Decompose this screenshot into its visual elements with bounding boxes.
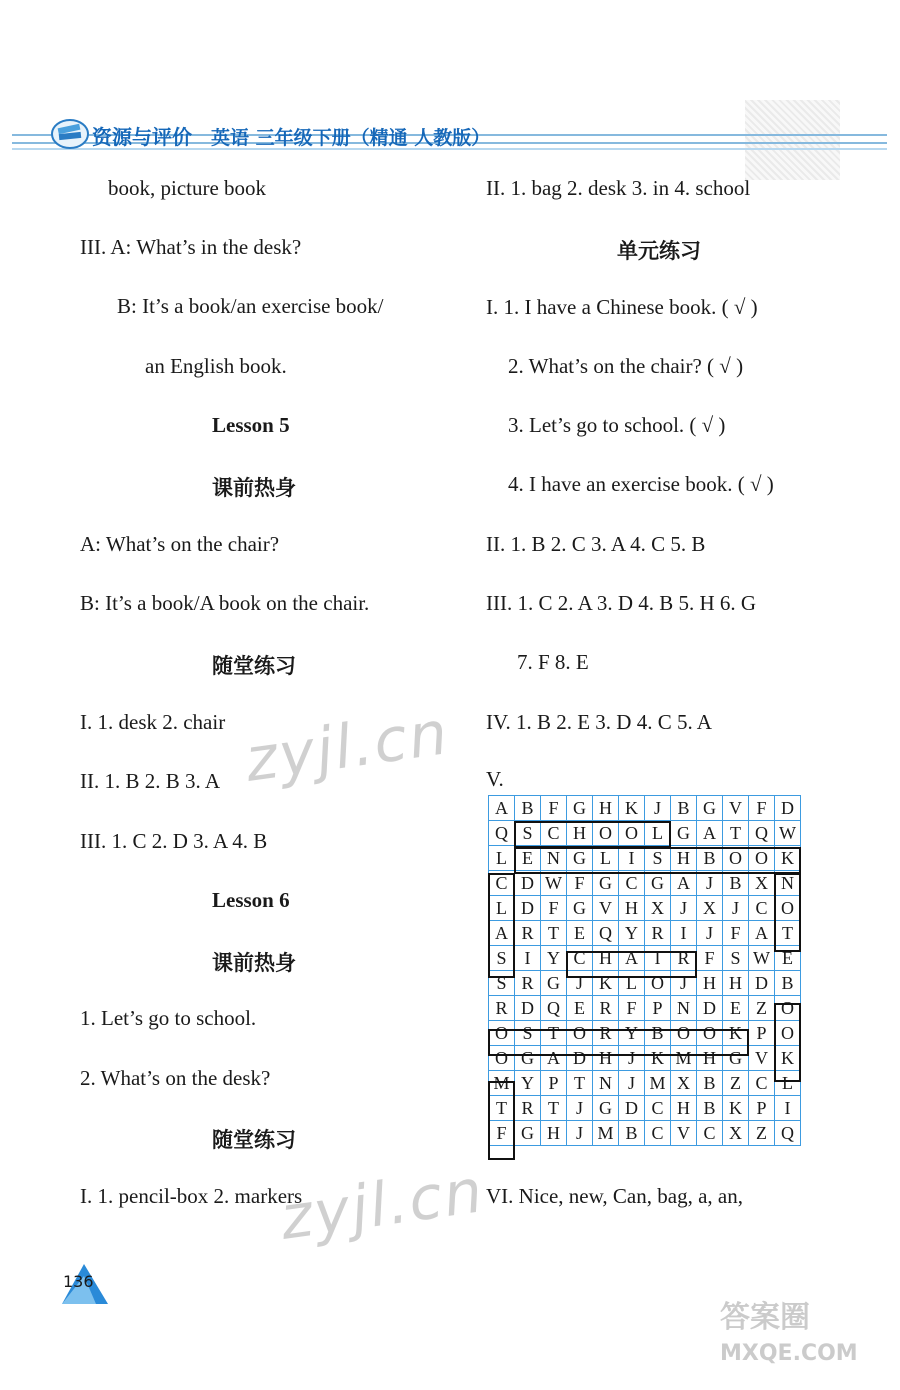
- grid-cell: G: [593, 1096, 619, 1121]
- grid-cell: C: [489, 871, 515, 896]
- grid-cell: B: [723, 871, 749, 896]
- right-line-10: IV. 1. B 2. E 3. D 4. C 5. A: [486, 710, 712, 734]
- grid-cell: V: [671, 1121, 697, 1146]
- grid-cell: E: [567, 921, 593, 946]
- grid-cell: H: [697, 971, 723, 996]
- grid-cell: D: [515, 871, 541, 896]
- grid-cell: K: [619, 796, 645, 821]
- left-line-1: book, picture book: [108, 176, 267, 200]
- grid-cell: S: [645, 846, 671, 871]
- right-line-3: I. 1. I have a Chinese book. ( √ ): [486, 295, 758, 319]
- grid-cell: X: [749, 871, 775, 896]
- grid-cell: C: [749, 896, 775, 921]
- grid-cell: J: [567, 1096, 593, 1121]
- grid-cell: C: [541, 821, 567, 846]
- grid-cell: V: [593, 896, 619, 921]
- grid-cell: C: [619, 871, 645, 896]
- grid-cell: A: [541, 1046, 567, 1071]
- grid-cell: T: [541, 1096, 567, 1121]
- grid-cell: D: [749, 971, 775, 996]
- grid-cell: C: [645, 1096, 671, 1121]
- book-stack-icon: [50, 112, 90, 152]
- grid-cell: A: [489, 921, 515, 946]
- page-number-badge: [60, 1262, 110, 1311]
- grid-cell: H: [541, 1121, 567, 1146]
- grid-cell: B: [697, 846, 723, 871]
- grid-cell: K: [645, 1046, 671, 1071]
- grid-cell: T: [723, 821, 749, 846]
- grid-cell: Y: [619, 1021, 645, 1046]
- grid-cell: E: [515, 846, 541, 871]
- grid-cell: L: [593, 846, 619, 871]
- grid-cell: H: [593, 796, 619, 821]
- grid-cell: X: [697, 896, 723, 921]
- right-line-7: II. 1. B 2. C 3. A 4. C 5. B: [486, 532, 706, 556]
- grid-cell: R: [593, 996, 619, 1021]
- grid-cell: L: [775, 1071, 801, 1096]
- corner-watermark: [720, 1300, 858, 1372]
- right-line-9: 7. F 8. E: [517, 650, 589, 674]
- grid-row: [489, 896, 801, 921]
- grid-cell: W: [775, 821, 801, 846]
- grid-cell: A: [749, 921, 775, 946]
- grid-row: [489, 871, 801, 896]
- grid-cell: Y: [541, 946, 567, 971]
- grid-cell: O: [749, 846, 775, 871]
- warmup-heading-1: 课前热身: [212, 476, 296, 500]
- grid-cell: M: [489, 1071, 515, 1096]
- grid-cell: M: [671, 1046, 697, 1071]
- grid-cell: G: [671, 821, 697, 846]
- grid-cell: J: [671, 971, 697, 996]
- grid-cell: N: [671, 996, 697, 1021]
- right-line-5: 3. Let’s go to school. ( √ ): [508, 413, 726, 437]
- grid-cell: Q: [775, 1121, 801, 1146]
- grid-cell: D: [515, 996, 541, 1021]
- right-line-12: VI. Nice, new, Can, bag, a, an,: [486, 1184, 743, 1208]
- grid-cell: N: [593, 1071, 619, 1096]
- grid-cell: H: [593, 1046, 619, 1071]
- grid-cell: S: [515, 821, 541, 846]
- grid-cell: R: [489, 996, 515, 1021]
- grid-cell: N: [541, 846, 567, 871]
- grid-cell: F: [619, 996, 645, 1021]
- grid-cell: D: [515, 896, 541, 921]
- grid-cell: K: [775, 1046, 801, 1071]
- grid-cell: D: [775, 796, 801, 821]
- grid-cell: G: [645, 871, 671, 896]
- grid-cell: L: [645, 821, 671, 846]
- grid-cell: B: [697, 1096, 723, 1121]
- grid-cell: Z: [723, 1071, 749, 1096]
- grid-cell: J: [723, 896, 749, 921]
- grid-cell: I: [775, 1096, 801, 1121]
- left-line-18: I. 1. pencil-box 2. markers: [80, 1184, 303, 1208]
- grid-cell: F: [697, 946, 723, 971]
- grid-cell: G: [567, 896, 593, 921]
- grid-cell: M: [645, 1071, 671, 1096]
- grid-cell: E: [775, 946, 801, 971]
- grid-cell: O: [775, 996, 801, 1021]
- left-line-15: 1. Let’s go to school.: [80, 1006, 257, 1030]
- grid-cell: P: [645, 996, 671, 1021]
- grid-cell: K: [723, 1096, 749, 1121]
- grid-cell: R: [645, 921, 671, 946]
- grid-cell: Y: [619, 921, 645, 946]
- grid-cell: A: [671, 871, 697, 896]
- grid-cell: S: [723, 946, 749, 971]
- lesson-6-heading: Lesson 6: [212, 888, 290, 912]
- word-highlight-box: [774, 873, 801, 952]
- grid-cell: I: [515, 946, 541, 971]
- grid-cell: I: [645, 946, 671, 971]
- grid-cell: O: [489, 1021, 515, 1046]
- grid-cell: D: [567, 1046, 593, 1071]
- grid-cell: R: [515, 921, 541, 946]
- grid-cell: Q: [541, 996, 567, 1021]
- left-line-3: B: It’s a book/an exercise book/: [117, 294, 384, 318]
- watermark-2: zyjl.cn: [276, 1156, 489, 1254]
- grid-cell: B: [671, 796, 697, 821]
- grid-cell: F: [567, 871, 593, 896]
- left-line-2: III. A: What’s in the desk?: [80, 235, 302, 259]
- grid-cell: G: [567, 796, 593, 821]
- grid-cell: T: [567, 1071, 593, 1096]
- watermark-1: zyjl.cn: [241, 698, 454, 796]
- grid-cell: I: [619, 846, 645, 871]
- grid-cell: O: [645, 971, 671, 996]
- grid-cell: C: [749, 1071, 775, 1096]
- grid-cell: M: [593, 1121, 619, 1146]
- book-subtitle: 英语 三年级下册（精通 人教版）: [210, 127, 491, 149]
- grid-cell: H: [697, 1046, 723, 1071]
- grid-cell: Z: [749, 996, 775, 1021]
- grid-cell: K: [775, 846, 801, 871]
- grid-cell: J: [645, 796, 671, 821]
- grid-cell: P: [541, 1071, 567, 1096]
- right-line-11: V.: [486, 767, 504, 791]
- grid-cell: J: [697, 871, 723, 896]
- grid-cell: Z: [749, 1121, 775, 1146]
- left-line-10: I. 1. desk 2. chair: [80, 710, 226, 734]
- grid-cell: G: [515, 1121, 541, 1146]
- grid-cell: F: [749, 796, 775, 821]
- grid-cell: X: [723, 1121, 749, 1146]
- right-line-4: 2. What’s on the chair? ( √ ): [508, 354, 744, 378]
- right-line-8: III. 1. C 2. A 3. D 4. B 5. H 6. G: [486, 591, 757, 615]
- grid-cell: F: [541, 796, 567, 821]
- grid-cell: W: [749, 946, 775, 971]
- grid-cell: S: [489, 946, 515, 971]
- grid-cell: F: [541, 896, 567, 921]
- word-highlight-box: [514, 821, 671, 848]
- grid-cell: S: [515, 1021, 541, 1046]
- word-highlight-box: [514, 847, 801, 874]
- grid-cell: G: [541, 971, 567, 996]
- grid-cell: D: [697, 996, 723, 1021]
- practice-heading-2: 随堂练习: [212, 1128, 296, 1152]
- grid-cell: O: [697, 1021, 723, 1046]
- grid-cell: Q: [593, 921, 619, 946]
- practice-heading-1: 随堂练习: [212, 654, 296, 678]
- grid-cell: O: [593, 821, 619, 846]
- word-highlight-box: [566, 951, 697, 978]
- grid-cell: C: [645, 1121, 671, 1146]
- left-line-8: B: It’s a book/A book on the chair.: [80, 591, 370, 615]
- grid-cell: T: [541, 1021, 567, 1046]
- grid-cell: N: [775, 871, 801, 896]
- unit-practice-heading: 单元练习: [617, 239, 701, 263]
- grid-cell: B: [515, 796, 541, 821]
- grid-cell: S: [489, 971, 515, 996]
- grid-row: [489, 796, 801, 821]
- grid-cell: B: [775, 971, 801, 996]
- grid-cell: X: [671, 1071, 697, 1096]
- grid-cell: O: [775, 896, 801, 921]
- grid-cell: J: [619, 1071, 645, 1096]
- grid-cell: K: [723, 1021, 749, 1046]
- grid-cell: R: [671, 946, 697, 971]
- header-title: [92, 121, 490, 150]
- grid-cell: G: [723, 1046, 749, 1071]
- corner-watermark-cn: 答案圈: [720, 1300, 810, 1335]
- grid-cell: C: [697, 1121, 723, 1146]
- grid-cell: X: [645, 896, 671, 921]
- corner-watermark-en: MXQE.COM: [720, 1341, 858, 1366]
- left-line-12: III. 1. C 2. D 3. A 4. B: [80, 829, 268, 853]
- grid-cell: L: [489, 896, 515, 921]
- right-line-1: II. 1. bag 2. desk 3. in 4. school: [486, 176, 751, 200]
- grid-cell: P: [749, 1021, 775, 1046]
- grid-row: [489, 921, 801, 946]
- grid-cell: E: [567, 996, 593, 1021]
- grid-cell: G: [567, 846, 593, 871]
- grid-cell: J: [619, 1046, 645, 1071]
- grid-cell: R: [515, 971, 541, 996]
- word-highlight-box: [488, 873, 515, 978]
- grid-cell: E: [723, 996, 749, 1021]
- grid-cell: B: [645, 1021, 671, 1046]
- left-line-7: A: What’s on the chair?: [80, 532, 280, 556]
- word-highlight-box: [488, 1081, 515, 1160]
- grid-cell: O: [619, 821, 645, 846]
- grid-cell: P: [749, 1096, 775, 1121]
- grid-cell: I: [671, 921, 697, 946]
- grid-cell: K: [593, 971, 619, 996]
- left-line-16: 2. What’s on the desk?: [80, 1066, 271, 1090]
- grid-cell: B: [619, 1121, 645, 1146]
- grid-cell: T: [775, 921, 801, 946]
- grid-cell: T: [541, 921, 567, 946]
- grid-cell: J: [567, 1121, 593, 1146]
- grid-cell: C: [567, 946, 593, 971]
- grid-cell: H: [671, 846, 697, 871]
- grid-cell: B: [697, 1071, 723, 1096]
- grid-cell: G: [593, 871, 619, 896]
- grid-cell: J: [567, 971, 593, 996]
- grid-cell: T: [489, 1096, 515, 1121]
- grid-cell: R: [515, 1096, 541, 1121]
- grid-cell: H: [723, 971, 749, 996]
- grid-cell: W: [541, 871, 567, 896]
- grid-cell: O: [489, 1046, 515, 1071]
- grid-cell: L: [619, 971, 645, 996]
- grid-cell: H: [619, 896, 645, 921]
- word-highlight-box: [774, 1003, 801, 1082]
- left-line-11: II. 1. B 2. B 3. A: [80, 769, 221, 793]
- left-line-4: an English book.: [145, 354, 287, 378]
- grid-cell: H: [671, 1096, 697, 1121]
- warmup-heading-2: 课前热身: [212, 951, 296, 975]
- grid-cell: O: [775, 1021, 801, 1046]
- grid-cell: Q: [749, 821, 775, 846]
- grid-row: [489, 1096, 801, 1121]
- grid-cell: H: [567, 821, 593, 846]
- right-line-6: 4. I have an exercise book. ( √ ): [508, 472, 774, 496]
- grid-cell: O: [567, 1021, 593, 1046]
- grid-row: [489, 1121, 801, 1146]
- grid-cell: F: [723, 921, 749, 946]
- grid-cell: G: [697, 796, 723, 821]
- grid-row: [489, 996, 801, 1021]
- word-highlight-box: [488, 1029, 749, 1056]
- lesson-5-heading: Lesson 5: [212, 413, 290, 437]
- grid-cell: O: [723, 846, 749, 871]
- series-title: 资源与评价: [92, 125, 192, 149]
- grid-cell: O: [671, 1021, 697, 1046]
- grid-cell: J: [671, 896, 697, 921]
- grid-cell: J: [697, 921, 723, 946]
- grid-cell: Y: [515, 1071, 541, 1096]
- grid-cell: G: [515, 1046, 541, 1071]
- page-number: 136: [63, 1272, 94, 1291]
- grid-cell: Q: [489, 821, 515, 846]
- grid-cell: V: [723, 796, 749, 821]
- grid-cell: R: [593, 1021, 619, 1046]
- grid-cell: H: [593, 946, 619, 971]
- grid-cell: L: [489, 846, 515, 871]
- grid-cell: F: [489, 1121, 515, 1146]
- grid-cell: D: [619, 1096, 645, 1121]
- grid-cell: A: [489, 796, 515, 821]
- grid-cell: V: [749, 1046, 775, 1071]
- grid-row: [489, 1071, 801, 1096]
- grid-cell: A: [619, 946, 645, 971]
- grid-cell: A: [697, 821, 723, 846]
- page-header: [0, 96, 900, 166]
